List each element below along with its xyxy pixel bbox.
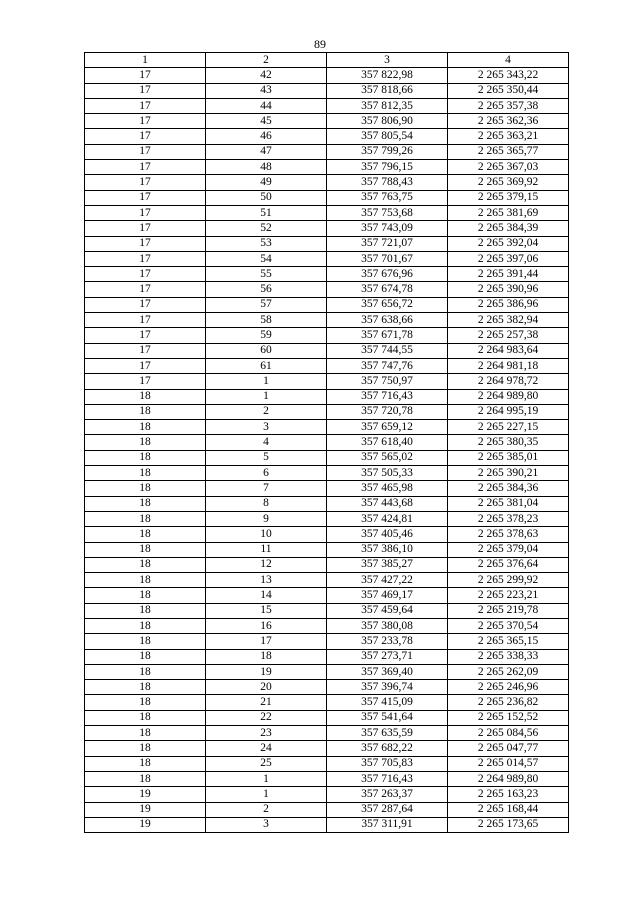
- table-cell: 10: [206, 527, 327, 542]
- table-cell: 47: [206, 144, 327, 159]
- table-cell: 2 265 163,23: [448, 787, 569, 802]
- table-cell: 13: [206, 573, 327, 588]
- table-cell: 18: [85, 527, 206, 542]
- table-row: [85, 542, 569, 557]
- table-row: [85, 420, 569, 435]
- table-cell: 46: [206, 129, 327, 144]
- table-row: [85, 481, 569, 496]
- table-row: [85, 389, 569, 404]
- table-cell: 12: [206, 557, 327, 572]
- table-row: [85, 68, 569, 83]
- table-row: [85, 771, 569, 786]
- table-cell: 357 674,78: [327, 282, 448, 297]
- table-cell: 5: [206, 450, 327, 465]
- table-cell: 51: [206, 205, 327, 220]
- table-cell: 55: [206, 267, 327, 282]
- table-cell: 23: [206, 726, 327, 741]
- table-cell: 17: [85, 328, 206, 343]
- table-cell: 2 265 381,04: [448, 496, 569, 511]
- table-row: [85, 756, 569, 771]
- table-cell: 2 265 379,04: [448, 542, 569, 557]
- table-cell: 2 264 981,18: [448, 358, 569, 373]
- table-cell: 2 265 384,39: [448, 221, 569, 236]
- table-cell: 2 265 391,44: [448, 267, 569, 282]
- table-cell: 357 659,12: [327, 420, 448, 435]
- table-cell: 53: [206, 236, 327, 251]
- table-cell: 357 233,78: [327, 634, 448, 649]
- table-cell: 2 265 392,04: [448, 236, 569, 251]
- table-cell: 17: [85, 251, 206, 266]
- table-cell: 357 415,09: [327, 695, 448, 710]
- table-header-row: [85, 53, 569, 68]
- table-cell: 357 682,22: [327, 741, 448, 756]
- table-cell: 17: [85, 83, 206, 98]
- table-cell: 58: [206, 313, 327, 328]
- table-cell: 50: [206, 190, 327, 205]
- table-row: [85, 114, 569, 129]
- table-cell: 59: [206, 328, 327, 343]
- table-cell: 2 265 227,15: [448, 420, 569, 435]
- table-cell: 357 822,98: [327, 68, 448, 83]
- table-cell: 2 264 995,19: [448, 404, 569, 419]
- table-cell: 2 265 350,44: [448, 83, 569, 98]
- table-cell: 18: [206, 649, 327, 664]
- table-cell: 357 701,67: [327, 251, 448, 266]
- table-row: [85, 297, 569, 312]
- table-row: [85, 726, 569, 741]
- table-cell: 18: [85, 404, 206, 419]
- table-cell: 2 265 382,94: [448, 313, 569, 328]
- table-cell: 357 763,75: [327, 190, 448, 205]
- table-row: [85, 511, 569, 526]
- table-cell: 357 744,55: [327, 343, 448, 358]
- table-cell: 44: [206, 98, 327, 113]
- table-row: [85, 573, 569, 588]
- table-cell: 2 265 381,69: [448, 205, 569, 220]
- table-cell: 2 265 380,35: [448, 435, 569, 450]
- table-cell: 2 265 363,21: [448, 129, 569, 144]
- table-cell: 18: [85, 496, 206, 511]
- table-row: [85, 144, 569, 159]
- table-row: [85, 741, 569, 756]
- table-cell: 3: [206, 420, 327, 435]
- table-cell: 18: [85, 726, 206, 741]
- column-header: 3: [327, 53, 448, 68]
- table-row: [85, 466, 569, 481]
- table-cell: 17: [85, 144, 206, 159]
- table-cell: 18: [85, 389, 206, 404]
- table-row: [85, 129, 569, 144]
- table-cell: 2 265 168,44: [448, 802, 569, 817]
- table-row: [85, 664, 569, 679]
- table-cell: 357 469,17: [327, 588, 448, 603]
- table-row: [85, 267, 569, 282]
- table-cell: 2: [206, 404, 327, 419]
- table-cell: 2 265 257,38: [448, 328, 569, 343]
- table-cell: 357 565,02: [327, 450, 448, 465]
- table-cell: 2 265 379,15: [448, 190, 569, 205]
- table-row: [85, 343, 569, 358]
- table-cell: 357 747,76: [327, 358, 448, 373]
- table-cell: 357 720,78: [327, 404, 448, 419]
- table-cell: 25: [206, 756, 327, 771]
- table-cell: 18: [85, 741, 206, 756]
- table-cell: 357 273,71: [327, 649, 448, 664]
- table-row: [85, 190, 569, 205]
- table-cell: 2 265 386,96: [448, 297, 569, 312]
- table-cell: 357 676,96: [327, 267, 448, 282]
- table-cell: 17: [85, 68, 206, 83]
- table-cell: 357 396,74: [327, 680, 448, 695]
- table-cell: 18: [85, 511, 206, 526]
- table-row: [85, 358, 569, 373]
- table-cell: 18: [85, 695, 206, 710]
- table-cell: 357 818,66: [327, 83, 448, 98]
- table-row: [85, 205, 569, 220]
- table-cell: 18: [85, 481, 206, 496]
- table-cell: 2 265 173,65: [448, 817, 569, 832]
- table-row: [85, 175, 569, 190]
- table-cell: 357 671,78: [327, 328, 448, 343]
- table-cell: 1: [206, 389, 327, 404]
- table-cell: 357 750,97: [327, 374, 448, 389]
- table-cell: 357 806,90: [327, 114, 448, 129]
- table-cell: 357 788,43: [327, 175, 448, 190]
- table-cell: 2 265 378,63: [448, 527, 569, 542]
- table-row: [85, 450, 569, 465]
- table-row: [85, 588, 569, 603]
- table-cell: 56: [206, 282, 327, 297]
- table-cell: 357 753,68: [327, 205, 448, 220]
- table-cell: 2 264 989,80: [448, 771, 569, 786]
- column-header: 4: [448, 53, 569, 68]
- table-row: [85, 787, 569, 802]
- table-cell: 2 265 343,22: [448, 68, 569, 83]
- column-header: 2: [206, 53, 327, 68]
- table-cell: 18: [85, 680, 206, 695]
- table-cell: 18: [85, 557, 206, 572]
- table-cell: 18: [85, 649, 206, 664]
- table-cell: 17: [85, 98, 206, 113]
- table-row: [85, 251, 569, 266]
- table-row: [85, 221, 569, 236]
- table-cell: 17: [85, 313, 206, 328]
- table-row: [85, 695, 569, 710]
- table-cell: 17: [85, 343, 206, 358]
- table-cell: 18: [85, 771, 206, 786]
- table-cell: 49: [206, 175, 327, 190]
- table-cell: 1: [206, 374, 327, 389]
- table-cell: 18: [85, 420, 206, 435]
- table-cell: 2 265 014,57: [448, 756, 569, 771]
- table-row: [85, 374, 569, 389]
- table-row: [85, 527, 569, 542]
- table-cell: 17: [85, 160, 206, 175]
- table-row: [85, 710, 569, 725]
- table-cell: 2 264 983,64: [448, 343, 569, 358]
- table-cell: 17: [85, 297, 206, 312]
- page-number: 89: [314, 37, 326, 51]
- table-cell: 17: [85, 205, 206, 220]
- table-cell: 1: [206, 771, 327, 786]
- table-cell: 19: [85, 787, 206, 802]
- table-cell: 18: [85, 710, 206, 725]
- table-cell: 4: [206, 435, 327, 450]
- table-cell: 17: [85, 114, 206, 129]
- table-cell: 6: [206, 466, 327, 481]
- table-cell: 7: [206, 481, 327, 496]
- table-cell: 357 705,83: [327, 756, 448, 771]
- table-body: [85, 68, 569, 833]
- table-cell: 17: [85, 282, 206, 297]
- table-row: [85, 328, 569, 343]
- table-cell: 357 721,07: [327, 236, 448, 251]
- table-cell: 2 265 367,03: [448, 160, 569, 175]
- table-cell: 17: [85, 129, 206, 144]
- table-cell: 357 386,10: [327, 542, 448, 557]
- table-row: [85, 680, 569, 695]
- table-row: [85, 603, 569, 618]
- table-cell: 19: [206, 664, 327, 679]
- table-cell: 357 424,81: [327, 511, 448, 526]
- table-cell: 17: [85, 221, 206, 236]
- column-header: 1: [85, 53, 206, 68]
- table-cell: 357 405,46: [327, 527, 448, 542]
- table-cell: 2 265 152,52: [448, 710, 569, 725]
- table-row: [85, 649, 569, 664]
- table-cell: 357 541,64: [327, 710, 448, 725]
- table-cell: 60: [206, 343, 327, 358]
- table-cell: 357 427,22: [327, 573, 448, 588]
- table-cell: 357 716,43: [327, 389, 448, 404]
- table-cell: 2 265 369,92: [448, 175, 569, 190]
- table-cell: 357 311,91: [327, 817, 448, 832]
- table-cell: 357 716,43: [327, 771, 448, 786]
- table-cell: 11: [206, 542, 327, 557]
- table-cell: 2 265 338,33: [448, 649, 569, 664]
- table-cell: 357 465,98: [327, 481, 448, 496]
- table-row: [85, 160, 569, 175]
- table-cell: 19: [85, 817, 206, 832]
- table-cell: 2 265 223,21: [448, 588, 569, 603]
- table-cell: 18: [85, 588, 206, 603]
- table-cell: 2 265 362,36: [448, 114, 569, 129]
- table-cell: 357 635,59: [327, 726, 448, 741]
- table-cell: 18: [85, 542, 206, 557]
- table-cell: 42: [206, 68, 327, 83]
- table-cell: 2: [206, 802, 327, 817]
- table-cell: 17: [85, 374, 206, 389]
- table-cell: 357 459,64: [327, 603, 448, 618]
- table-cell: 2 265 219,78: [448, 603, 569, 618]
- table-row: [85, 236, 569, 251]
- table-cell: 52: [206, 221, 327, 236]
- table-cell: 18: [85, 466, 206, 481]
- table-row: [85, 282, 569, 297]
- table-cell: 357 656,72: [327, 297, 448, 312]
- table-cell: 357 743,09: [327, 221, 448, 236]
- table-cell: 1: [206, 787, 327, 802]
- table-row: [85, 98, 569, 113]
- table-cell: 15: [206, 603, 327, 618]
- coordinates-table: [84, 52, 569, 833]
- table-cell: 2 265 084,56: [448, 726, 569, 741]
- table-cell: 357 287,64: [327, 802, 448, 817]
- table-row: [85, 83, 569, 98]
- table-cell: 18: [85, 603, 206, 618]
- table-cell: 18: [85, 450, 206, 465]
- table-cell: 357 385,27: [327, 557, 448, 572]
- table-cell: 357 380,08: [327, 618, 448, 633]
- table-cell: 43: [206, 83, 327, 98]
- table-cell: 17: [206, 634, 327, 649]
- table-cell: 2 265 262,09: [448, 664, 569, 679]
- table-cell: 8: [206, 496, 327, 511]
- table-cell: 45: [206, 114, 327, 129]
- table-cell: 17: [85, 190, 206, 205]
- table-cell: 14: [206, 588, 327, 603]
- table-cell: 2 265 385,01: [448, 450, 569, 465]
- table-row: [85, 313, 569, 328]
- table-cell: 357 638,66: [327, 313, 448, 328]
- table-row: [85, 634, 569, 649]
- table-cell: 22: [206, 710, 327, 725]
- table-cell: 357 443,68: [327, 496, 448, 511]
- table-cell: 16: [206, 618, 327, 633]
- table-cell: 24: [206, 741, 327, 756]
- table-row: [85, 557, 569, 572]
- table-cell: 18: [85, 618, 206, 633]
- table-cell: 19: [85, 802, 206, 817]
- table-cell: 2 265 365,15: [448, 634, 569, 649]
- table-cell: 2 265 384,36: [448, 481, 569, 496]
- table-cell: 2 264 978,72: [448, 374, 569, 389]
- table-cell: 9: [206, 511, 327, 526]
- table-cell: 2 265 390,96: [448, 282, 569, 297]
- table-cell: 2 265 390,21: [448, 466, 569, 481]
- table-cell: 357 505,33: [327, 466, 448, 481]
- table-cell: 357 263,37: [327, 787, 448, 802]
- table-cell: 357 805,54: [327, 129, 448, 144]
- table-cell: 21: [206, 695, 327, 710]
- table-cell: 357 618,40: [327, 435, 448, 450]
- table-cell: 48: [206, 160, 327, 175]
- table-cell: 2 265 378,23: [448, 511, 569, 526]
- table-cell: 18: [85, 435, 206, 450]
- table-cell: 2 265 246,96: [448, 680, 569, 695]
- table-cell: 17: [85, 267, 206, 282]
- table-cell: 2 265 365,77: [448, 144, 569, 159]
- table-cell: 2 265 376,64: [448, 557, 569, 572]
- table-cell: 17: [85, 358, 206, 373]
- table-cell: 61: [206, 358, 327, 373]
- table-cell: 357 812,35: [327, 98, 448, 113]
- table-cell: 2 265 370,54: [448, 618, 569, 633]
- table-cell: 357 369,40: [327, 664, 448, 679]
- table-row: [85, 496, 569, 511]
- table-cell: 357 799,26: [327, 144, 448, 159]
- table-cell: 18: [85, 634, 206, 649]
- table-cell: 17: [85, 236, 206, 251]
- table-cell: 2 265 047,77: [448, 741, 569, 756]
- table-cell: 57: [206, 297, 327, 312]
- table-cell: 357 796,15: [327, 160, 448, 175]
- table-row: [85, 404, 569, 419]
- table-cell: 2 265 357,38: [448, 98, 569, 113]
- table-cell: 20: [206, 680, 327, 695]
- table-cell: 18: [85, 573, 206, 588]
- table-cell: 3: [206, 817, 327, 832]
- table-cell: 2 264 989,80: [448, 389, 569, 404]
- table-cell: 2 265 236,82: [448, 695, 569, 710]
- table-row: [85, 817, 569, 832]
- table-row: [85, 618, 569, 633]
- table-cell: 17: [85, 175, 206, 190]
- table-row: [85, 435, 569, 450]
- table-cell: 2 265 299,92: [448, 573, 569, 588]
- table-cell: 2 265 397,06: [448, 251, 569, 266]
- table-cell: 54: [206, 251, 327, 266]
- table-cell: 18: [85, 664, 206, 679]
- table-cell: 18: [85, 756, 206, 771]
- table-row: [85, 802, 569, 817]
